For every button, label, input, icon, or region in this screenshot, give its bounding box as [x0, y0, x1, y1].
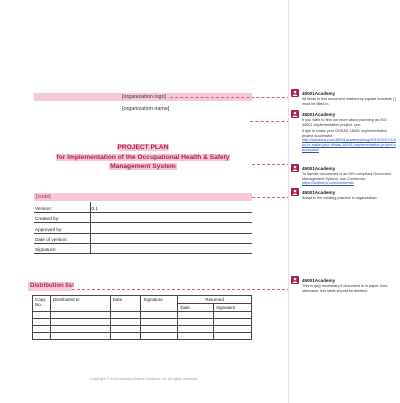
- user-icon: [291, 276, 299, 284]
- comment-connector: [252, 197, 290, 198]
- user-icon: [291, 110, 299, 118]
- meta-row-approved-by: [34, 223, 252, 233]
- comment-3[interactable]: [291, 164, 397, 186]
- comment-text: This is only necessary if document is in paper form; otherwise, this table should be deleted.: [302, 284, 389, 293]
- user-icon: [291, 164, 299, 172]
- meta-value[interactable]: [90, 244, 252, 254]
- copyright-footer: Copyright © 2018 Advisera Expert Solutions Ltd. All rights reserved.: [90, 377, 198, 381]
- document-title: [34, 143, 252, 172]
- title-line-3: Management System: [110, 163, 176, 171]
- comment-author: 45001Academy: [302, 111, 336, 117]
- user-icon: [291, 188, 299, 196]
- comment-text: To handle documents in an ISO-compliant Document Management System, use Conformio: https://advisera.com/conformio: [302, 172, 397, 186]
- comment-connector: [170, 97, 290, 98]
- code-highlight: [34, 193, 252, 201]
- org-name-placeholder[interactable]: [organization name]: [122, 106, 170, 112]
- table-row: [33, 312, 252, 319]
- meta-value[interactable]: [90, 212, 252, 222]
- meta-label: Version:: [34, 202, 90, 212]
- user-icon: [291, 89, 299, 97]
- distribution-header-row: [33, 296, 252, 304]
- col-distributed-to: Distributed to: [50, 296, 110, 312]
- title-line-1: PROJECT PLAN: [117, 144, 169, 151]
- comment-1[interactable]: [291, 89, 397, 106]
- org-logo-placeholder[interactable]: [organization logo]: [122, 94, 167, 100]
- meta-row-created-by: [34, 212, 252, 222]
- col-returned: Returned: [178, 296, 252, 304]
- code-placeholder[interactable]: [code]: [36, 194, 51, 200]
- col-copy-no: Copy No.: [33, 296, 51, 312]
- comment-author: 45001Academy: [302, 165, 336, 171]
- comment-author: 45001Academy: [302, 277, 336, 283]
- table-row: [33, 319, 252, 326]
- comment-connector: [250, 121, 290, 122]
- meta-label: Approved by:: [34, 223, 90, 233]
- meta-label: Signature:: [34, 244, 90, 254]
- meta-row-version: [34, 202, 252, 212]
- comment-4[interactable]: [291, 188, 397, 201]
- col-date: Date: [110, 296, 141, 312]
- col-signature: Signature: [141, 296, 178, 312]
- title-line-2: for Implementation of the Occupational Health & Safety: [56, 153, 230, 161]
- meta-label: Date of version:: [34, 233, 90, 243]
- comment-link[interactable]: http://advisera.com/45001academy/blog/2015/10/07/5-tips-to-make-your-ohsas-18001-implementation-project-successful/: [302, 138, 396, 152]
- meta-label: Created by:: [34, 212, 90, 222]
- distribution-list-heading: Distribution list: [30, 283, 74, 289]
- meta-value[interactable]: 0.1: [90, 202, 252, 212]
- meta-value[interactable]: [90, 223, 252, 233]
- comment-link[interactable]: https://advisera.com/conformio: [302, 181, 354, 186]
- comment-connector: [72, 289, 290, 290]
- comment-author: 45001Academy: [302, 90, 336, 96]
- comment-5[interactable]: [291, 276, 397, 293]
- comment-text: All fields in this document marked by square brackets [ ] must be filled in.: [302, 97, 396, 106]
- comment-2[interactable]: [291, 110, 397, 152]
- comment-text: Adapt to the existing practice in organization.: [302, 196, 378, 200]
- document-metadata-table: [34, 202, 252, 254]
- meta-value[interactable]: [90, 233, 252, 243]
- meta-row-signature: [34, 244, 252, 254]
- comments-pane: [288, 0, 400, 403]
- distribution-table: [32, 295, 252, 340]
- col-returned-signature: Signature: [214, 304, 252, 312]
- col-returned-date: Date: [178, 304, 214, 312]
- comment-connector: [252, 164, 290, 165]
- table-row: [33, 333, 252, 340]
- meta-row-date-of-version: [34, 233, 252, 243]
- table-row: [33, 326, 252, 333]
- comment-text: If you want to find out more about planning an ISO 45001 implementation project, see: 5 tips to make your OHSAS 18001 implementation project successful http://advisera.com/45001academy/blog/2015/10/07/5-tips-to-make-your-ohsas-18001-implementation-project-successful/: [302, 118, 396, 152]
- comment-author: 45001Academy: [302, 189, 336, 195]
